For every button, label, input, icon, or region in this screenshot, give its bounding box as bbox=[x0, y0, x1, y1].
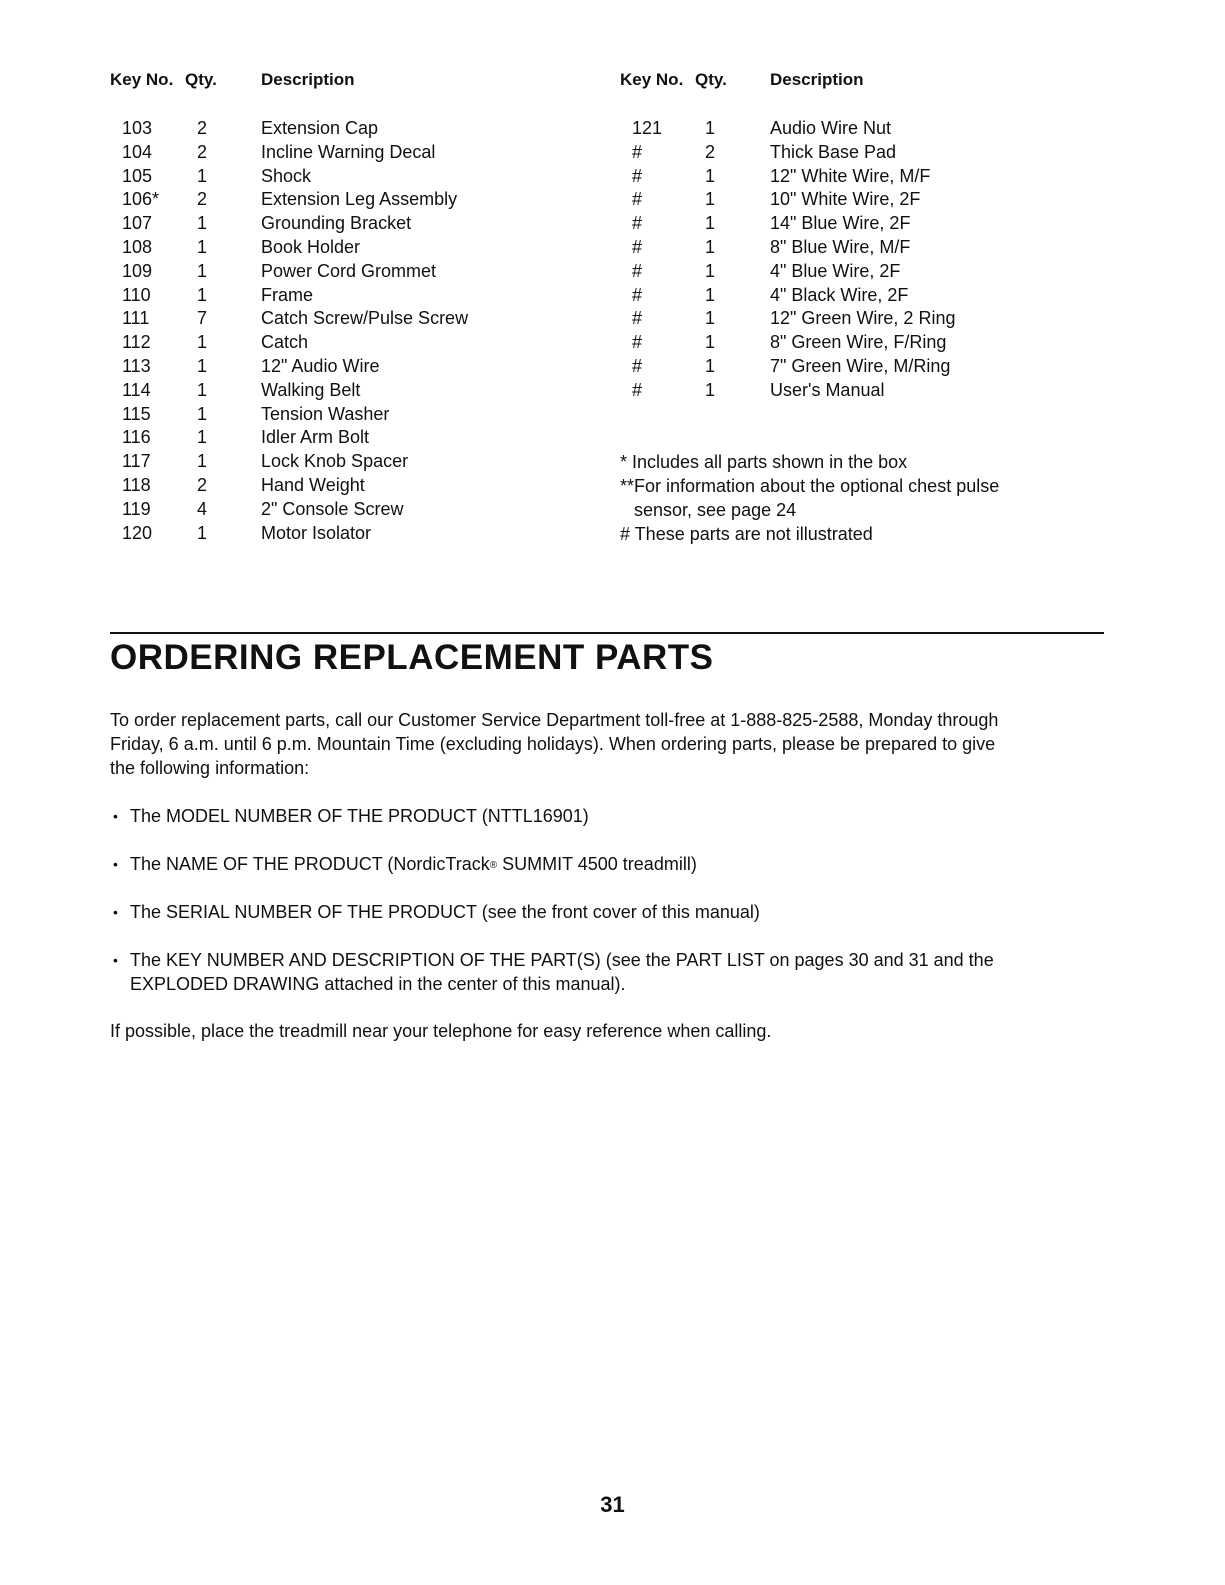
part-key-no: 116 bbox=[122, 427, 151, 448]
part-key-no: 111 bbox=[122, 308, 150, 329]
part-description: Catch bbox=[261, 332, 309, 353]
note-hash: # These parts are not illustrated bbox=[620, 524, 873, 544]
bullet-key-number bbox=[110, 948, 1110, 996]
part-row bbox=[110, 332, 590, 356]
part-key-no: 107 bbox=[122, 213, 153, 234]
section-divider bbox=[110, 632, 1104, 634]
part-key-no: # bbox=[632, 355, 643, 376]
part-row bbox=[620, 380, 1100, 404]
part-qty: 1 bbox=[197, 165, 208, 186]
part-row bbox=[620, 213, 1100, 237]
part-qty: 2 bbox=[197, 118, 208, 138]
header-key-no: Key No. bbox=[110, 70, 174, 89]
part-key-no: # bbox=[632, 213, 643, 234]
header-qty: Qty. bbox=[695, 70, 727, 89]
part-key-no: # bbox=[632, 379, 643, 400]
part-key-no: 108 bbox=[122, 236, 153, 257]
part-qty: 1 bbox=[705, 379, 716, 400]
bullet-model-number bbox=[110, 804, 1110, 828]
part-description: Hand Weight bbox=[261, 474, 365, 495]
part-row bbox=[620, 189, 1100, 213]
part-description: Catch Screw/Pulse Screw bbox=[261, 308, 469, 329]
part-description: 12" Green Wire, 2 Ring bbox=[770, 308, 956, 329]
bullet-text: The MODEL NUMBER OF THE PRODUCT (NTTL16901) bbox=[130, 806, 589, 826]
part-qty: 1 bbox=[705, 189, 716, 210]
part-qty: 1 bbox=[705, 165, 716, 186]
part-row bbox=[110, 213, 590, 237]
part-qty: 1 bbox=[197, 522, 208, 543]
part-qty: 1 bbox=[705, 236, 716, 257]
part-qty: 4 bbox=[197, 498, 208, 519]
part-qty: 1 bbox=[705, 118, 716, 138]
part-row bbox=[620, 237, 1100, 261]
part-qty: 1 bbox=[705, 213, 716, 234]
part-key-no: 119 bbox=[122, 498, 151, 519]
part-row bbox=[110, 499, 590, 523]
part-key-no: # bbox=[632, 332, 643, 353]
parts-list-right bbox=[620, 68, 1100, 404]
intro-paragraph bbox=[110, 708, 1110, 780]
registered-mark: ® bbox=[489, 860, 498, 871]
part-key-no: 104 bbox=[122, 141, 153, 162]
part-row bbox=[620, 261, 1100, 285]
intro-line: To order replacement parts, call our Customer Service Department toll-free at 1-888-825-2588, Monday through bbox=[110, 710, 999, 730]
part-row bbox=[110, 166, 590, 190]
part-key-no: 112 bbox=[122, 332, 151, 353]
part-qty: 1 bbox=[197, 332, 208, 353]
part-row bbox=[620, 142, 1100, 166]
bullet-text: EXPLODED DRAWING attached in the center of this manual). bbox=[130, 974, 626, 994]
part-qty: 1 bbox=[197, 403, 208, 424]
part-qty: 1 bbox=[197, 427, 208, 448]
part-key-no: 118 bbox=[122, 474, 151, 495]
part-key-no: 121 bbox=[632, 118, 663, 138]
note-double-asterisk-cont: sensor, see page 24 bbox=[634, 500, 797, 520]
part-description: Extension Leg Assembly bbox=[261, 189, 458, 210]
part-key-no: # bbox=[632, 141, 643, 162]
part-key-no: # bbox=[632, 236, 643, 257]
header-description: Description bbox=[261, 70, 355, 89]
part-row bbox=[110, 285, 590, 309]
header-description: Description bbox=[770, 70, 864, 89]
part-qty: 1 bbox=[705, 284, 716, 305]
part-row bbox=[110, 237, 590, 261]
part-qty: 2 bbox=[197, 141, 208, 162]
part-row bbox=[620, 308, 1100, 332]
part-description: Grounding Bracket bbox=[261, 213, 412, 234]
part-description: Idler Arm Bolt bbox=[261, 427, 370, 448]
bullet-product-name bbox=[110, 852, 1110, 876]
part-row bbox=[620, 356, 1100, 380]
part-description: 4" Black Wire, 2F bbox=[770, 284, 909, 305]
part-key-no: 115 bbox=[122, 403, 151, 424]
header-qty: Qty. bbox=[185, 70, 217, 89]
part-description: 14" Blue Wire, 2F bbox=[770, 213, 911, 234]
header-key-no: Key No. bbox=[620, 70, 684, 89]
part-row bbox=[620, 332, 1100, 356]
part-row bbox=[110, 404, 590, 428]
bullet-text: The NAME OF THE PRODUCT (NordicTrack bbox=[130, 854, 490, 874]
part-key-no: # bbox=[632, 165, 643, 186]
part-description: 12" Audio Wire bbox=[261, 355, 380, 376]
part-key-no: 120 bbox=[122, 522, 153, 543]
part-qty: 1 bbox=[197, 379, 208, 400]
part-row bbox=[620, 118, 1100, 142]
part-qty: 1 bbox=[197, 355, 208, 376]
part-description: 2" Console Screw bbox=[261, 498, 404, 519]
part-key-no: 105 bbox=[122, 165, 153, 186]
part-description: 12" White Wire, M/F bbox=[770, 165, 931, 186]
part-qty: 1 bbox=[197, 260, 208, 281]
part-row bbox=[110, 523, 590, 547]
parts-rows-right bbox=[620, 118, 1100, 404]
parts-table-header-right bbox=[620, 68, 1100, 94]
parts-rows-left bbox=[110, 118, 590, 546]
parts-list-left bbox=[110, 68, 590, 546]
part-qty: 1 bbox=[705, 332, 716, 353]
part-description: Book Holder bbox=[261, 236, 361, 257]
part-qty: 2 bbox=[705, 141, 716, 162]
part-qty: 1 bbox=[197, 284, 208, 305]
part-description: Audio Wire Nut bbox=[770, 118, 892, 138]
part-key-no: # bbox=[632, 308, 643, 329]
part-row bbox=[620, 166, 1100, 190]
part-description: 8" Green Wire, F/Ring bbox=[770, 332, 947, 353]
bullet-text: SUMMIT 4500 treadmill) bbox=[497, 854, 697, 874]
part-description: Incline Warning Decal bbox=[261, 141, 436, 162]
page-number: 31 bbox=[600, 1492, 625, 1517]
part-row bbox=[110, 427, 590, 451]
part-row bbox=[110, 475, 590, 499]
part-description: User's Manual bbox=[770, 379, 885, 400]
part-description: 10" White Wire, 2F bbox=[770, 189, 921, 210]
section-title: ORDERING REPLACEMENT PARTS bbox=[110, 638, 714, 677]
part-row bbox=[110, 142, 590, 166]
part-description: 8" Blue Wire, M/F bbox=[770, 236, 911, 257]
part-description: 4" Blue Wire, 2F bbox=[770, 260, 901, 281]
part-description: Power Cord Grommet bbox=[261, 260, 437, 281]
part-description: Motor Isolator bbox=[261, 522, 372, 543]
part-description: 7" Green Wire, M/Ring bbox=[770, 355, 951, 376]
part-row bbox=[110, 118, 590, 142]
part-key-no: # bbox=[632, 284, 643, 305]
part-row bbox=[110, 380, 590, 404]
part-description: Extension Cap bbox=[261, 118, 379, 138]
part-row bbox=[110, 308, 590, 332]
part-key-no: 113 bbox=[122, 355, 151, 376]
part-qty: 1 bbox=[197, 213, 208, 234]
part-key-no: 109 bbox=[122, 260, 153, 281]
intro-line: Friday, 6 a.m. until 6 p.m. Mountain Time (excluding holidays). When ordering parts, please be prepared to give bbox=[110, 734, 996, 754]
part-qty: 1 bbox=[197, 451, 208, 472]
part-qty: 2 bbox=[197, 189, 208, 210]
bullet-text: • The KEY NUMBER AND DESCRIPTION OF THE PART(S) (see the PART LIST on pages 30 and 31 and the bbox=[130, 950, 994, 970]
intro-line: the following information: bbox=[110, 758, 310, 778]
part-qty: 1 bbox=[705, 260, 716, 281]
part-row bbox=[110, 451, 590, 475]
parts-table-header-left bbox=[110, 68, 590, 94]
part-key-no: 110 bbox=[122, 284, 151, 305]
part-key-no: 106* bbox=[122, 189, 160, 210]
part-row bbox=[110, 261, 590, 285]
part-qty: 1 bbox=[197, 236, 208, 257]
part-description: Thick Base Pad bbox=[770, 141, 897, 162]
bullet-serial-number bbox=[110, 900, 1110, 924]
part-description: Shock bbox=[261, 165, 312, 186]
part-description: Tension Washer bbox=[261, 403, 390, 424]
part-key-no: 114 bbox=[122, 379, 151, 400]
closing-paragraph: If possible, place the treadmill near your telephone for easy reference when calling. bbox=[110, 1021, 772, 1041]
bullet-text: The SERIAL NUMBER OF THE PRODUCT (see the front cover of this manual) bbox=[130, 902, 760, 922]
part-key-no: # bbox=[632, 260, 643, 281]
part-row bbox=[110, 356, 590, 380]
part-qty: 2 bbox=[197, 474, 208, 495]
part-key-no: 103 bbox=[122, 118, 153, 138]
part-qty: 1 bbox=[705, 355, 716, 376]
part-description: Lock Knob Spacer bbox=[261, 451, 409, 472]
part-key-no: 117 bbox=[122, 451, 151, 472]
part-description: Frame bbox=[261, 284, 314, 305]
note-asterisk: * Includes all parts shown in the box bbox=[620, 452, 908, 472]
note-double-asterisk: **For information about the optional chest pulse bbox=[620, 476, 1000, 496]
part-row bbox=[110, 189, 590, 213]
part-qty: 7 bbox=[197, 308, 208, 329]
parts-notes bbox=[620, 450, 1100, 546]
part-key-no: # bbox=[632, 189, 643, 210]
part-row bbox=[620, 285, 1100, 309]
part-qty: 1 bbox=[705, 308, 716, 329]
part-description: Walking Belt bbox=[261, 379, 361, 400]
